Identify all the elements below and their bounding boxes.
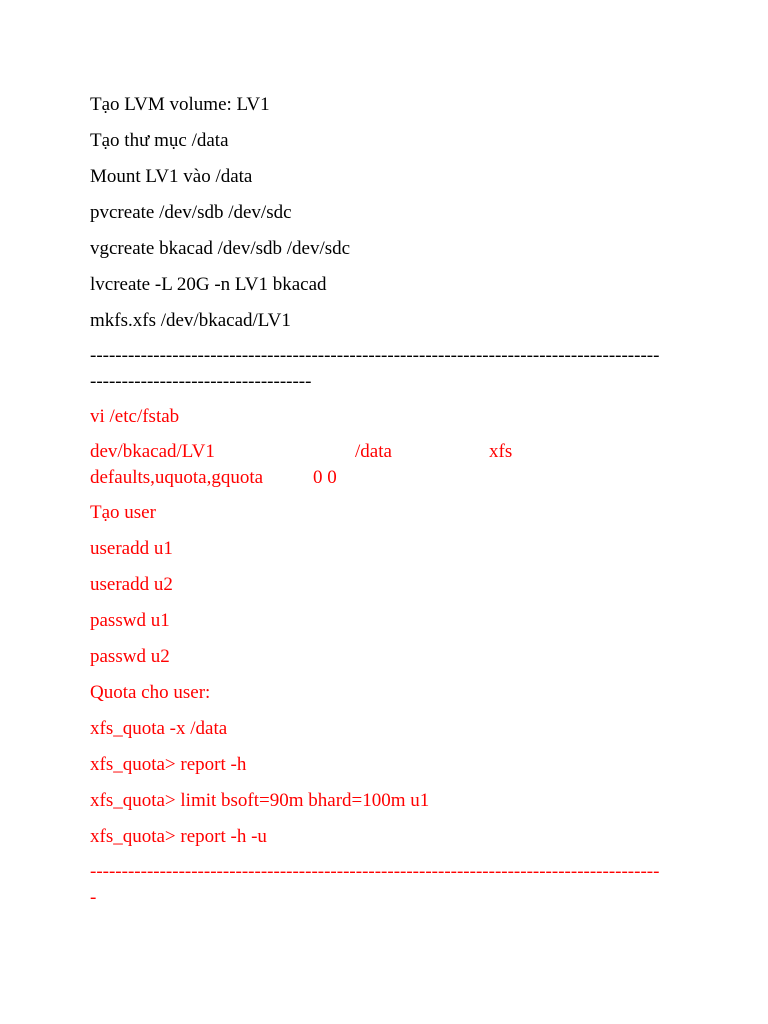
cmd-vgcreate: vgcreate bkacad /dev/sdb /dev/sdc xyxy=(90,238,351,259)
lvm-steps xyxy=(90,91,690,343)
fstab-row-1 xyxy=(90,439,690,465)
cmd-xfs-quota: xfs_quota -x /data xyxy=(90,718,228,739)
cmd-useradd-u1: useradd u1 xyxy=(90,538,173,559)
fstab-entry xyxy=(90,439,690,491)
fstab-row-2 xyxy=(90,465,690,491)
cmd-mkfs: mkfs.xfs /dev/bkacad/LV1 xyxy=(90,310,291,331)
quota-steps xyxy=(90,403,690,911)
separator-row: ------------------------------------------------------------------------------------------ xyxy=(90,345,660,366)
fstab-mount: /data xyxy=(355,441,392,462)
cmd-report-h: xfs_quota> report -h xyxy=(90,754,247,775)
fstab-fstype: xfs xyxy=(489,441,513,462)
document-page xyxy=(90,91,690,911)
step-create-dir: Tạo thư mục /data xyxy=(90,130,229,151)
cmd-lvcreate: lvcreate -L 20G -n LV1 bkacad xyxy=(90,274,327,295)
cmd-limit: xfs_quota> limit bsoft=90m bhard=100m u1 xyxy=(90,790,430,811)
cmd-pvcreate: pvcreate /dev/sdb /dev/sdc xyxy=(90,202,292,223)
separator-row: ----------------------------------- xyxy=(90,371,312,392)
fstab-device: dev/bkacad/LV1 xyxy=(90,441,215,462)
separator-row: - xyxy=(90,887,97,908)
step-mount: Mount LV1 vào /data xyxy=(90,166,253,187)
separator-row: ------------------------------------------------------------------------------------------ xyxy=(90,861,660,882)
separator-black xyxy=(90,343,690,395)
step-create-user: Tạo user xyxy=(90,502,156,523)
cmd-report-h-u: xfs_quota> report -h -u xyxy=(90,826,267,847)
fstab-dump-pass: 0 0 xyxy=(313,467,337,488)
cmd-vi-fstab: vi /etc/fstab xyxy=(90,406,180,427)
step-quota-user: Quota cho user: xyxy=(90,682,211,703)
cmd-passwd-u1: passwd u1 xyxy=(90,610,170,631)
step-create-lvm: Tạo LVM volume: LV1 xyxy=(90,94,270,115)
separator-red xyxy=(90,859,690,911)
fstab-options: defaults,uquota,gquota xyxy=(90,467,264,488)
cmd-passwd-u2: passwd u2 xyxy=(90,646,170,667)
cmd-useradd-u2: useradd u2 xyxy=(90,574,173,595)
